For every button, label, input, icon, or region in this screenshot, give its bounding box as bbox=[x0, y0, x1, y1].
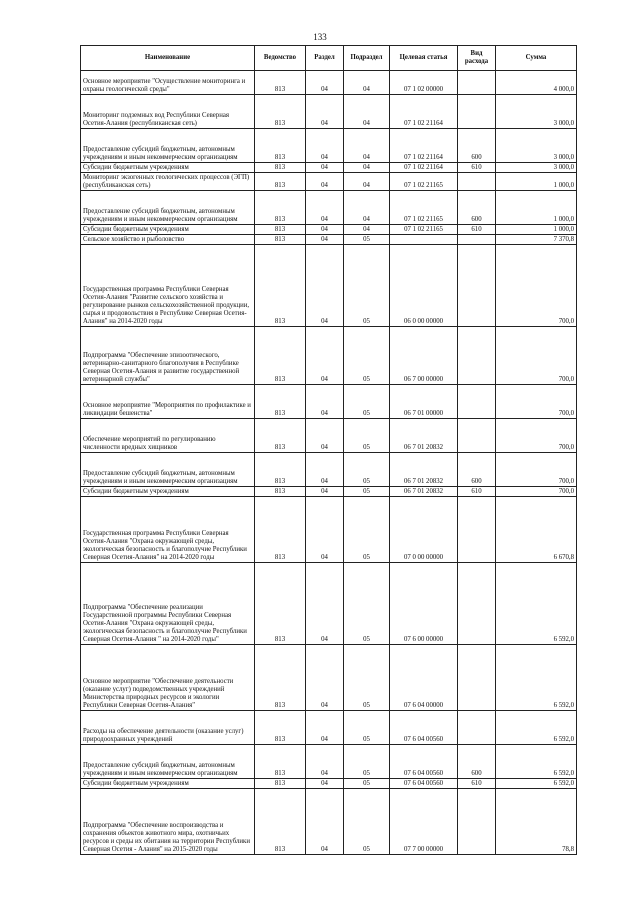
row-sum-cell: 3 000,0 bbox=[496, 129, 577, 163]
row-name-cell: Обеспечение мероприятий по регулированию численности вредных хищников bbox=[81, 419, 255, 453]
row-name-cell: Субсидии бюджетным учреждениям bbox=[81, 779, 255, 789]
table-body bbox=[81, 71, 577, 855]
row-department-cell: 813 bbox=[255, 385, 306, 419]
row-name-cell: Государственная программа Республики Северная Осетия-Алания "Развитие сельского хозяйства и регулирование рынков сельскохозяйственной продукции, сырья и продовольствия в Республике Северная Осетия-Алания" на 2014-2020 годы bbox=[81, 245, 255, 327]
row-department-cell: 813 bbox=[255, 789, 306, 855]
header-target-article: Целевая статья bbox=[390, 46, 458, 71]
row-section-cell: 04 bbox=[306, 95, 344, 129]
row-section-cell: 04 bbox=[306, 129, 344, 163]
row-subsection-cell: 05 bbox=[344, 745, 390, 779]
row-name-cell: Предоставление субсидий бюджетным, автономным учреждениям и иным некоммерческим организациям bbox=[81, 191, 255, 225]
page-number: 133 bbox=[313, 32, 327, 42]
row-target-article-cell: 06 7 01 20832 bbox=[390, 453, 458, 487]
row-section-cell: 04 bbox=[306, 163, 344, 173]
row-sum-cell: 6 592,0 bbox=[496, 563, 577, 645]
row-subsection-cell: 05 bbox=[344, 245, 390, 327]
row-section-cell: 04 bbox=[306, 487, 344, 497]
row-section-cell: 04 bbox=[306, 497, 344, 563]
table-row bbox=[81, 163, 577, 173]
header-department: Ведомство bbox=[255, 46, 306, 71]
row-sum-cell: 3 000,0 bbox=[496, 95, 577, 129]
table-row bbox=[81, 173, 577, 191]
row-expense-type-cell bbox=[458, 711, 496, 745]
row-section-cell: 04 bbox=[306, 245, 344, 327]
row-section-cell: 04 bbox=[306, 779, 344, 789]
row-subsection-cell: 05 bbox=[344, 235, 390, 245]
row-name-cell: Основное мероприятие "Осуществление мониторинга и охраны геологической среды" bbox=[81, 71, 255, 95]
row-expense-type-cell: 610 bbox=[458, 779, 496, 789]
row-expense-type-cell bbox=[458, 497, 496, 563]
row-sum-cell: 6 592,0 bbox=[496, 779, 577, 789]
row-sum-cell: 6 592,0 bbox=[496, 745, 577, 779]
table-row bbox=[81, 487, 577, 497]
row-subsection-cell: 05 bbox=[344, 645, 390, 711]
budget-table bbox=[80, 45, 577, 855]
row-name-cell: Расходы на обеспечение деятельности (оказание услуг) природоохранных учреждений bbox=[81, 711, 255, 745]
table-row bbox=[81, 789, 577, 855]
row-sum-cell: 6 592,0 bbox=[496, 645, 577, 711]
row-name-cell: Предоставление субсидий бюджетным, автономным учреждениям и иным некоммерческим организациям bbox=[81, 745, 255, 779]
row-name-cell: Подпрограмма "Обеспечение воспроизводства и сохранения объектов животного мира, охотничьих ресурсов и среды их обитания на территории Республики Северная Осетия - Алания" на 2015-2020 годы bbox=[81, 789, 255, 855]
row-name-cell: Основное мероприятие "Мероприятия по профилактике и ликвидации бешенства" bbox=[81, 385, 255, 419]
row-subsection-cell: 05 bbox=[344, 487, 390, 497]
row-target-article-cell: 06 0 00 00000 bbox=[390, 245, 458, 327]
row-department-cell: 813 bbox=[255, 173, 306, 191]
row-expense-type-cell bbox=[458, 789, 496, 855]
row-department-cell: 813 bbox=[255, 245, 306, 327]
row-name-cell: Мониторинг подземных вод Республики Северная Осетия-Алания (республиканская сеть) bbox=[81, 95, 255, 129]
table-row bbox=[81, 745, 577, 779]
row-subsection-cell: 04 bbox=[344, 191, 390, 225]
row-target-article-cell: 07 7 00 00000 bbox=[390, 789, 458, 855]
row-section-cell: 04 bbox=[306, 711, 344, 745]
table-row bbox=[81, 225, 577, 235]
row-section-cell: 04 bbox=[306, 225, 344, 235]
row-target-article-cell: 07 6 04 00560 bbox=[390, 779, 458, 789]
row-target-article-cell: 06 7 01 00000 bbox=[390, 385, 458, 419]
row-sum-cell: 700,0 bbox=[496, 385, 577, 419]
table-row bbox=[81, 71, 577, 95]
row-sum-cell: 6 670,8 bbox=[496, 497, 577, 563]
row-department-cell: 813 bbox=[255, 235, 306, 245]
row-sum-cell: 3 000,0 bbox=[496, 163, 577, 173]
row-sum-cell: 6 592,0 bbox=[496, 711, 577, 745]
row-name-cell: Подпрограмма "Обеспечение эпизоотического, ветеринарно-санитарного благополучия в Республике Северная Осетия-Алания и развитие государственной ветеринарной службы" bbox=[81, 327, 255, 385]
row-department-cell: 813 bbox=[255, 779, 306, 789]
row-expense-type-cell bbox=[458, 173, 496, 191]
row-name-cell: Субсидии бюджетным учреждениям bbox=[81, 163, 255, 173]
row-expense-type-cell: 610 bbox=[458, 163, 496, 173]
table-row bbox=[81, 191, 577, 225]
row-section-cell: 04 bbox=[306, 235, 344, 245]
row-section-cell: 04 bbox=[306, 645, 344, 711]
table-row bbox=[81, 419, 577, 453]
row-section-cell: 04 bbox=[306, 191, 344, 225]
table-row bbox=[81, 235, 577, 245]
table-row bbox=[81, 645, 577, 711]
row-target-article-cell: 07 6 04 00000 bbox=[390, 645, 458, 711]
row-subsection-cell: 04 bbox=[344, 71, 390, 95]
row-section-cell: 04 bbox=[306, 745, 344, 779]
row-sum-cell: 700,0 bbox=[496, 487, 577, 497]
row-expense-type-cell: 600 bbox=[458, 453, 496, 487]
row-expense-type-cell bbox=[458, 645, 496, 711]
row-name-cell: Основное мероприятие "Обеспечение деятельности (оказание услуг) подведомственных учреждений Министерства природных ресурсов и экологии Республики Северная Осетия-Алания" bbox=[81, 645, 255, 711]
row-department-cell: 813 bbox=[255, 419, 306, 453]
row-department-cell: 813 bbox=[255, 163, 306, 173]
row-department-cell: 813 bbox=[255, 711, 306, 745]
row-section-cell: 04 bbox=[306, 173, 344, 191]
table-row bbox=[81, 95, 577, 129]
header-name: Наименование bbox=[81, 46, 255, 71]
row-expense-type-cell bbox=[458, 71, 496, 95]
row-subsection-cell: 05 bbox=[344, 779, 390, 789]
row-section-cell: 04 bbox=[306, 563, 344, 645]
row-target-article-cell: 07 1 02 21165 bbox=[390, 173, 458, 191]
header-subsection: Подраздел bbox=[344, 46, 390, 71]
header-sum: Сумма bbox=[496, 46, 577, 71]
row-expense-type-cell bbox=[458, 95, 496, 129]
row-subsection-cell: 04 bbox=[344, 163, 390, 173]
row-sum-cell: 4 000,0 bbox=[496, 71, 577, 95]
row-subsection-cell: 05 bbox=[344, 385, 390, 419]
row-subsection-cell: 05 bbox=[344, 563, 390, 645]
header-section: Раздел bbox=[306, 46, 344, 71]
row-sum-cell: 700,0 bbox=[496, 327, 577, 385]
table-row bbox=[81, 385, 577, 419]
row-expense-type-cell: 610 bbox=[458, 487, 496, 497]
row-name-cell: Субсидии бюджетным учреждениям bbox=[81, 225, 255, 235]
row-name-cell: Предоставление субсидий бюджетным, автономным учреждениям и иным некоммерческим организациям bbox=[81, 129, 255, 163]
row-subsection-cell: 04 bbox=[344, 225, 390, 235]
row-target-article-cell: 07 1 02 21165 bbox=[390, 225, 458, 235]
table-header-row bbox=[81, 46, 577, 71]
row-department-cell: 813 bbox=[255, 95, 306, 129]
row-expense-type-cell: 600 bbox=[458, 129, 496, 163]
row-department-cell: 813 bbox=[255, 129, 306, 163]
row-target-article-cell: 07 6 00 00000 bbox=[390, 563, 458, 645]
row-name-cell: Сельское хозяйство и рыболовство bbox=[81, 235, 255, 245]
table-row bbox=[81, 327, 577, 385]
row-department-cell: 813 bbox=[255, 225, 306, 235]
row-target-article-cell: 06 7 01 20832 bbox=[390, 487, 458, 497]
row-department-cell: 813 bbox=[255, 487, 306, 497]
row-target-article-cell: 07 1 02 21164 bbox=[390, 129, 458, 163]
table-row bbox=[81, 453, 577, 487]
row-subsection-cell: 05 bbox=[344, 789, 390, 855]
row-expense-type-cell bbox=[458, 245, 496, 327]
row-name-cell: Субсидии бюджетным учреждениям bbox=[81, 487, 255, 497]
row-subsection-cell: 05 bbox=[344, 453, 390, 487]
table-row bbox=[81, 497, 577, 563]
row-sum-cell: 1 000,0 bbox=[496, 225, 577, 235]
row-section-cell: 04 bbox=[306, 419, 344, 453]
row-target-article-cell: 07 0 00 00000 bbox=[390, 497, 458, 563]
row-target-article-cell bbox=[390, 235, 458, 245]
row-section-cell: 04 bbox=[306, 385, 344, 419]
table-row bbox=[81, 711, 577, 745]
row-section-cell: 04 bbox=[306, 327, 344, 385]
row-subsection-cell: 05 bbox=[344, 327, 390, 385]
row-target-article-cell: 06 7 01 20832 bbox=[390, 419, 458, 453]
row-expense-type-cell bbox=[458, 419, 496, 453]
row-department-cell: 813 bbox=[255, 191, 306, 225]
row-section-cell: 04 bbox=[306, 453, 344, 487]
row-department-cell: 813 bbox=[255, 745, 306, 779]
row-department-cell: 813 bbox=[255, 71, 306, 95]
table-row bbox=[81, 563, 577, 645]
row-target-article-cell: 07 1 02 21164 bbox=[390, 95, 458, 129]
row-name-cell: Мониторинг экзогенных геологических процессов (ЭГП) (республиканская сеть) bbox=[81, 173, 255, 191]
row-sum-cell: 78,8 bbox=[496, 789, 577, 855]
row-sum-cell: 700,0 bbox=[496, 453, 577, 487]
table-row bbox=[81, 129, 577, 163]
table-row bbox=[81, 779, 577, 789]
row-expense-type-cell: 610 bbox=[458, 225, 496, 235]
row-target-article-cell: 07 1 02 21164 bbox=[390, 163, 458, 173]
row-sum-cell: 1 000,0 bbox=[496, 191, 577, 225]
row-expense-type-cell bbox=[458, 563, 496, 645]
row-department-cell: 813 bbox=[255, 497, 306, 563]
row-subsection-cell: 05 bbox=[344, 419, 390, 453]
row-target-article-cell: 06 7 00 00000 bbox=[390, 327, 458, 385]
row-subsection-cell: 04 bbox=[344, 95, 390, 129]
row-sum-cell: 700,0 bbox=[496, 245, 577, 327]
row-expense-type-cell bbox=[458, 235, 496, 245]
row-target-article-cell: 07 1 02 00000 bbox=[390, 71, 458, 95]
row-subsection-cell: 05 bbox=[344, 497, 390, 563]
row-department-cell: 813 bbox=[255, 645, 306, 711]
row-target-article-cell: 07 1 02 21165 bbox=[390, 191, 458, 225]
row-department-cell: 813 bbox=[255, 327, 306, 385]
row-name-cell: Предоставление субсидий бюджетным, автономным учреждениям и иным некоммерческим организациям bbox=[81, 453, 255, 487]
row-subsection-cell: 04 bbox=[344, 129, 390, 163]
row-sum-cell: 700,0 bbox=[496, 419, 577, 453]
row-target-article-cell: 07 6 04 00560 bbox=[390, 745, 458, 779]
row-sum-cell: 1 000,0 bbox=[496, 173, 577, 191]
row-expense-type-cell: 600 bbox=[458, 745, 496, 779]
row-sum-cell: 7 370,8 bbox=[496, 235, 577, 245]
row-expense-type-cell: 600 bbox=[458, 191, 496, 225]
row-department-cell: 813 bbox=[255, 563, 306, 645]
row-subsection-cell: 05 bbox=[344, 711, 390, 745]
row-name-cell: Подпрограмма "Обеспечение реализации Государственной программы Республики Северная Осетия-Алания "Охрана окружающей среды, экологическая безопасность и благополучие Республики Северная Осетия-Алания " на 2014-2020 годы" bbox=[81, 563, 255, 645]
row-expense-type-cell bbox=[458, 327, 496, 385]
row-section-cell: 04 bbox=[306, 71, 344, 95]
row-subsection-cell: 04 bbox=[344, 173, 390, 191]
row-name-cell: Государственная программа Республики Северная Осетия-Алания "Охрана окружающей среды, экологическая безопасность и благополучие Республики Северная Осетия-Алания" на 2014-2020 годы bbox=[81, 497, 255, 563]
row-department-cell: 813 bbox=[255, 453, 306, 487]
row-target-article-cell: 07 6 04 00560 bbox=[390, 711, 458, 745]
header-expense-type: Вид расхода bbox=[458, 46, 496, 71]
row-expense-type-cell bbox=[458, 385, 496, 419]
row-section-cell: 04 bbox=[306, 789, 344, 855]
table-row bbox=[81, 245, 577, 327]
